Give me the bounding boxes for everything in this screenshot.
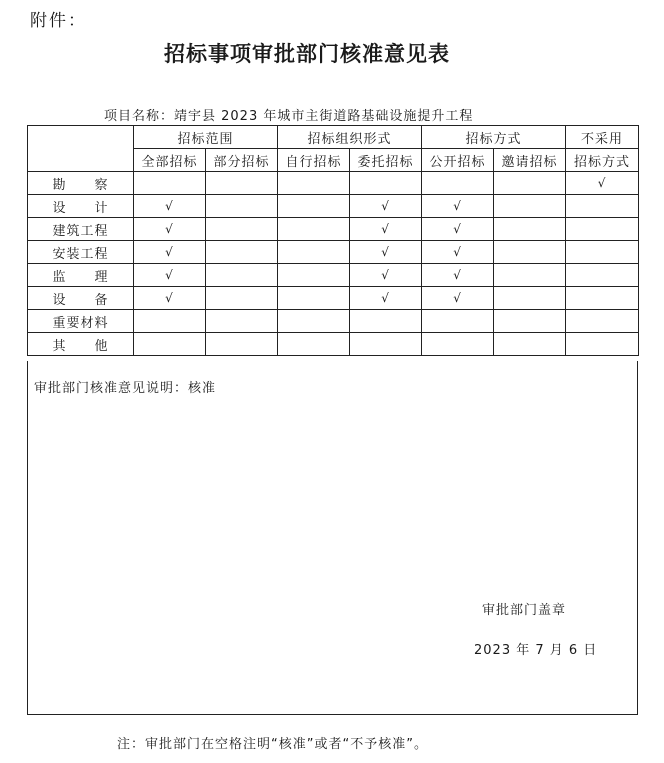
empty-cell bbox=[350, 172, 422, 195]
group-header-method: 招标方式 bbox=[422, 126, 566, 149]
table-row bbox=[28, 172, 639, 195]
check-mark-cell: √ bbox=[422, 241, 494, 264]
sub-header: 招标方式 bbox=[566, 149, 639, 172]
empty-cell bbox=[278, 287, 350, 310]
empty-cell bbox=[134, 333, 206, 356]
empty-cell bbox=[278, 172, 350, 195]
sub-header: 部分招标 bbox=[206, 149, 278, 172]
opinion-text: 审批部门核准意见说明：核准 bbox=[34, 381, 217, 396]
empty-cell bbox=[566, 264, 639, 287]
empty-cell bbox=[494, 333, 566, 356]
group-header-not-adopted: 不采用 bbox=[566, 126, 639, 149]
check-mark-cell: √ bbox=[566, 172, 639, 195]
approval-date: 2023 年 7 月 6 日 bbox=[474, 643, 598, 658]
empty-cell bbox=[566, 218, 639, 241]
check-mark-cell: √ bbox=[350, 264, 422, 287]
empty-cell bbox=[206, 218, 278, 241]
empty-cell bbox=[278, 195, 350, 218]
sub-header: 公开招标 bbox=[422, 149, 494, 172]
empty-cell bbox=[566, 241, 639, 264]
table-row bbox=[28, 241, 639, 264]
stamp-text: 审批部门盖章 bbox=[482, 603, 567, 618]
empty-cell bbox=[206, 241, 278, 264]
empty-cell bbox=[278, 218, 350, 241]
check-mark-cell: √ bbox=[422, 264, 494, 287]
empty-cell bbox=[206, 310, 278, 333]
empty-cell bbox=[206, 172, 278, 195]
row-label: 安装工程 bbox=[28, 241, 134, 264]
empty-cell bbox=[278, 310, 350, 333]
group-header-organization: 招标组织形式 bbox=[278, 126, 422, 149]
sub-header: 自行招标 bbox=[278, 149, 350, 172]
check-mark-cell: √ bbox=[422, 195, 494, 218]
row-label: 建筑工程 bbox=[28, 218, 134, 241]
table-row bbox=[28, 333, 639, 356]
sub-header: 邀请招标 bbox=[494, 149, 566, 172]
empty-cell bbox=[494, 241, 566, 264]
opinion-box bbox=[27, 361, 638, 715]
form-title: 招标事项审批部门核准意见表 bbox=[164, 41, 450, 66]
empty-cell bbox=[422, 333, 494, 356]
check-mark-cell: √ bbox=[134, 218, 206, 241]
empty-cell bbox=[278, 264, 350, 287]
row-label: 其 他 bbox=[28, 333, 134, 356]
empty-cell bbox=[206, 264, 278, 287]
table-row bbox=[28, 310, 639, 333]
empty-cell bbox=[494, 310, 566, 333]
sub-header: 全部招标 bbox=[134, 149, 206, 172]
table-row bbox=[28, 195, 639, 218]
empty-cell bbox=[566, 333, 639, 356]
check-mark-cell: √ bbox=[350, 241, 422, 264]
empty-cell bbox=[350, 310, 422, 333]
empty-cell bbox=[422, 310, 494, 333]
row-label: 勘 察 bbox=[28, 172, 134, 195]
row-label: 监 理 bbox=[28, 264, 134, 287]
row-label: 设 备 bbox=[28, 287, 134, 310]
empty-cell bbox=[494, 264, 566, 287]
empty-cell bbox=[494, 195, 566, 218]
table-row bbox=[28, 218, 639, 241]
empty-cell bbox=[350, 333, 422, 356]
table-row bbox=[28, 264, 639, 287]
empty-cell bbox=[278, 241, 350, 264]
check-mark-cell: √ bbox=[134, 264, 206, 287]
check-mark-cell: √ bbox=[134, 241, 206, 264]
empty-cell bbox=[206, 287, 278, 310]
empty-cell bbox=[566, 195, 639, 218]
empty-cell bbox=[278, 333, 350, 356]
check-mark-cell: √ bbox=[350, 287, 422, 310]
check-mark-cell: √ bbox=[422, 287, 494, 310]
empty-cell bbox=[206, 333, 278, 356]
approval-table bbox=[27, 125, 639, 356]
footnote: 注：审批部门在空格注明“核准”或者“不予核准”。 bbox=[117, 737, 428, 752]
table-body bbox=[28, 172, 639, 356]
empty-cell bbox=[206, 195, 278, 218]
row-label: 设 计 bbox=[28, 195, 134, 218]
table-group-header-row bbox=[28, 126, 639, 149]
project-name-line: 项目名称：靖宇县 2023 年城市主街道路基础设施提升工程 bbox=[104, 109, 474, 124]
check-mark-cell: √ bbox=[134, 287, 206, 310]
empty-cell bbox=[134, 172, 206, 195]
empty-cell bbox=[494, 218, 566, 241]
empty-cell bbox=[494, 287, 566, 310]
empty-cell bbox=[494, 172, 566, 195]
group-header-scope: 招标范围 bbox=[134, 126, 278, 149]
row-label: 重要材料 bbox=[28, 310, 134, 333]
empty-cell bbox=[566, 310, 639, 333]
empty-cell bbox=[422, 172, 494, 195]
empty-cell bbox=[134, 310, 206, 333]
empty-cell bbox=[566, 287, 639, 310]
check-mark-cell: √ bbox=[350, 195, 422, 218]
corner-cell bbox=[28, 126, 134, 172]
sub-header: 委托招标 bbox=[350, 149, 422, 172]
check-mark-cell: √ bbox=[134, 195, 206, 218]
attachment-label: 附件： bbox=[30, 11, 87, 31]
table-row bbox=[28, 287, 639, 310]
check-mark-cell: √ bbox=[350, 218, 422, 241]
check-mark-cell: √ bbox=[422, 218, 494, 241]
